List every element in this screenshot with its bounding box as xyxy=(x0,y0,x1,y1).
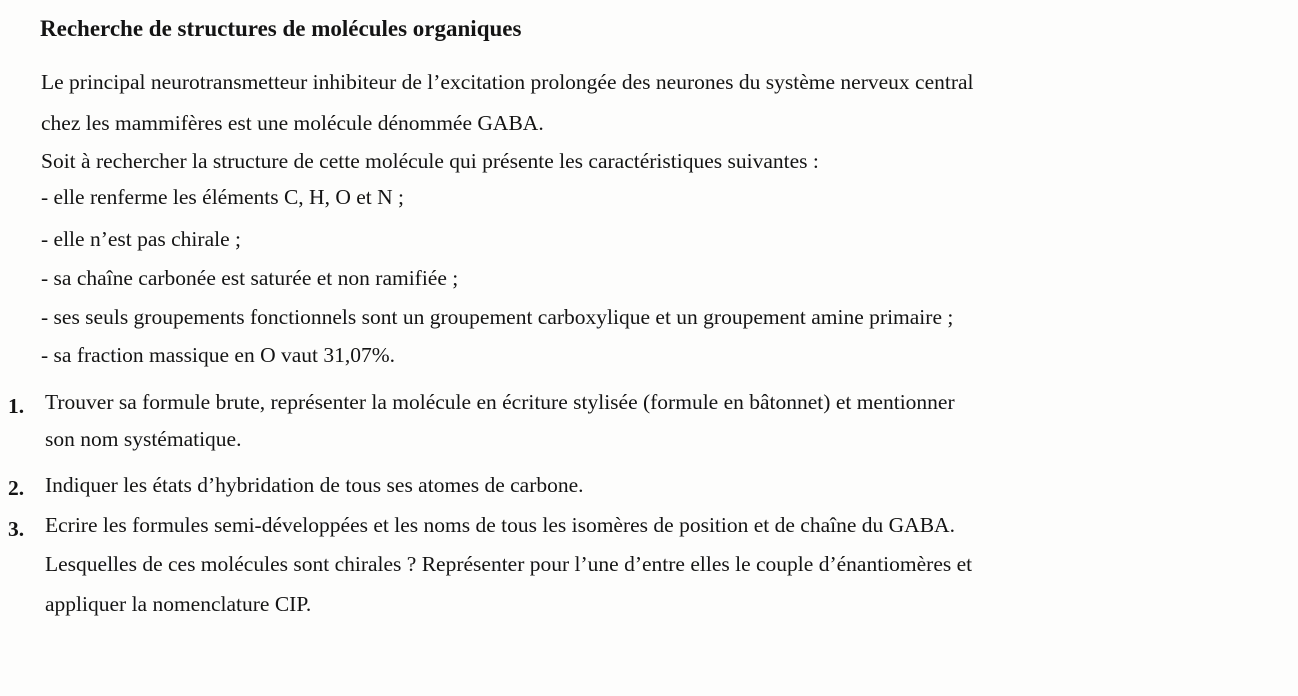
question-1-number: 1. xyxy=(8,394,25,418)
question-2-number: 2. xyxy=(8,476,25,500)
intro-line-1: Le principal neurotransmetteur inhibiteur de l’excitation prolongée des neurones du système nerveux central xyxy=(41,70,974,94)
criterion-functional-groups: - ses seuls groupements fonctionnels sont un groupement carboxylique et un groupement amine primaire ; xyxy=(41,305,954,329)
criterion-mass-fraction: - sa fraction massique en O vaut 31,07%. xyxy=(41,343,396,367)
intro-line-3: Soit à rechercher la structure de cette molécule qui présente les caractéristiques suivantes : xyxy=(41,149,819,173)
intro-line-2: chez les mammifères est une molécule dénommée GABA. xyxy=(41,111,544,135)
question-1-line-1: Trouver sa formule brute, représenter la molécule en écriture stylisée (formule en bâtonnet) et mentionner xyxy=(45,390,955,414)
question-3-line-3: appliquer la nomenclature CIP. xyxy=(45,592,312,616)
criterion-not-chiral: - elle n’est pas chirale ; xyxy=(41,227,241,251)
question-3-line-1: Ecrire les formules semi-développées et les noms de tous les isomères de position et de chaîne du GABA. xyxy=(45,513,955,537)
section-title: Recherche de structures de molécules organiques xyxy=(40,16,522,41)
criterion-elements: - elle renferme les éléments C, H, O et N ; xyxy=(41,185,404,209)
criterion-saturated-chain: - sa chaîne carbonée est saturée et non ramifiée ; xyxy=(41,266,459,290)
question-3-number: 3. xyxy=(8,517,25,541)
question-2-line-1: Indiquer les états d’hybridation de tous ses atomes de carbone. xyxy=(45,473,584,497)
question-3-line-2: Lesquelles de ces molécules sont chirales ? Représenter pour l’une d’entre elles le couple d’énantiomères et xyxy=(45,552,973,576)
question-1-line-2: son nom systématique. xyxy=(45,427,242,451)
